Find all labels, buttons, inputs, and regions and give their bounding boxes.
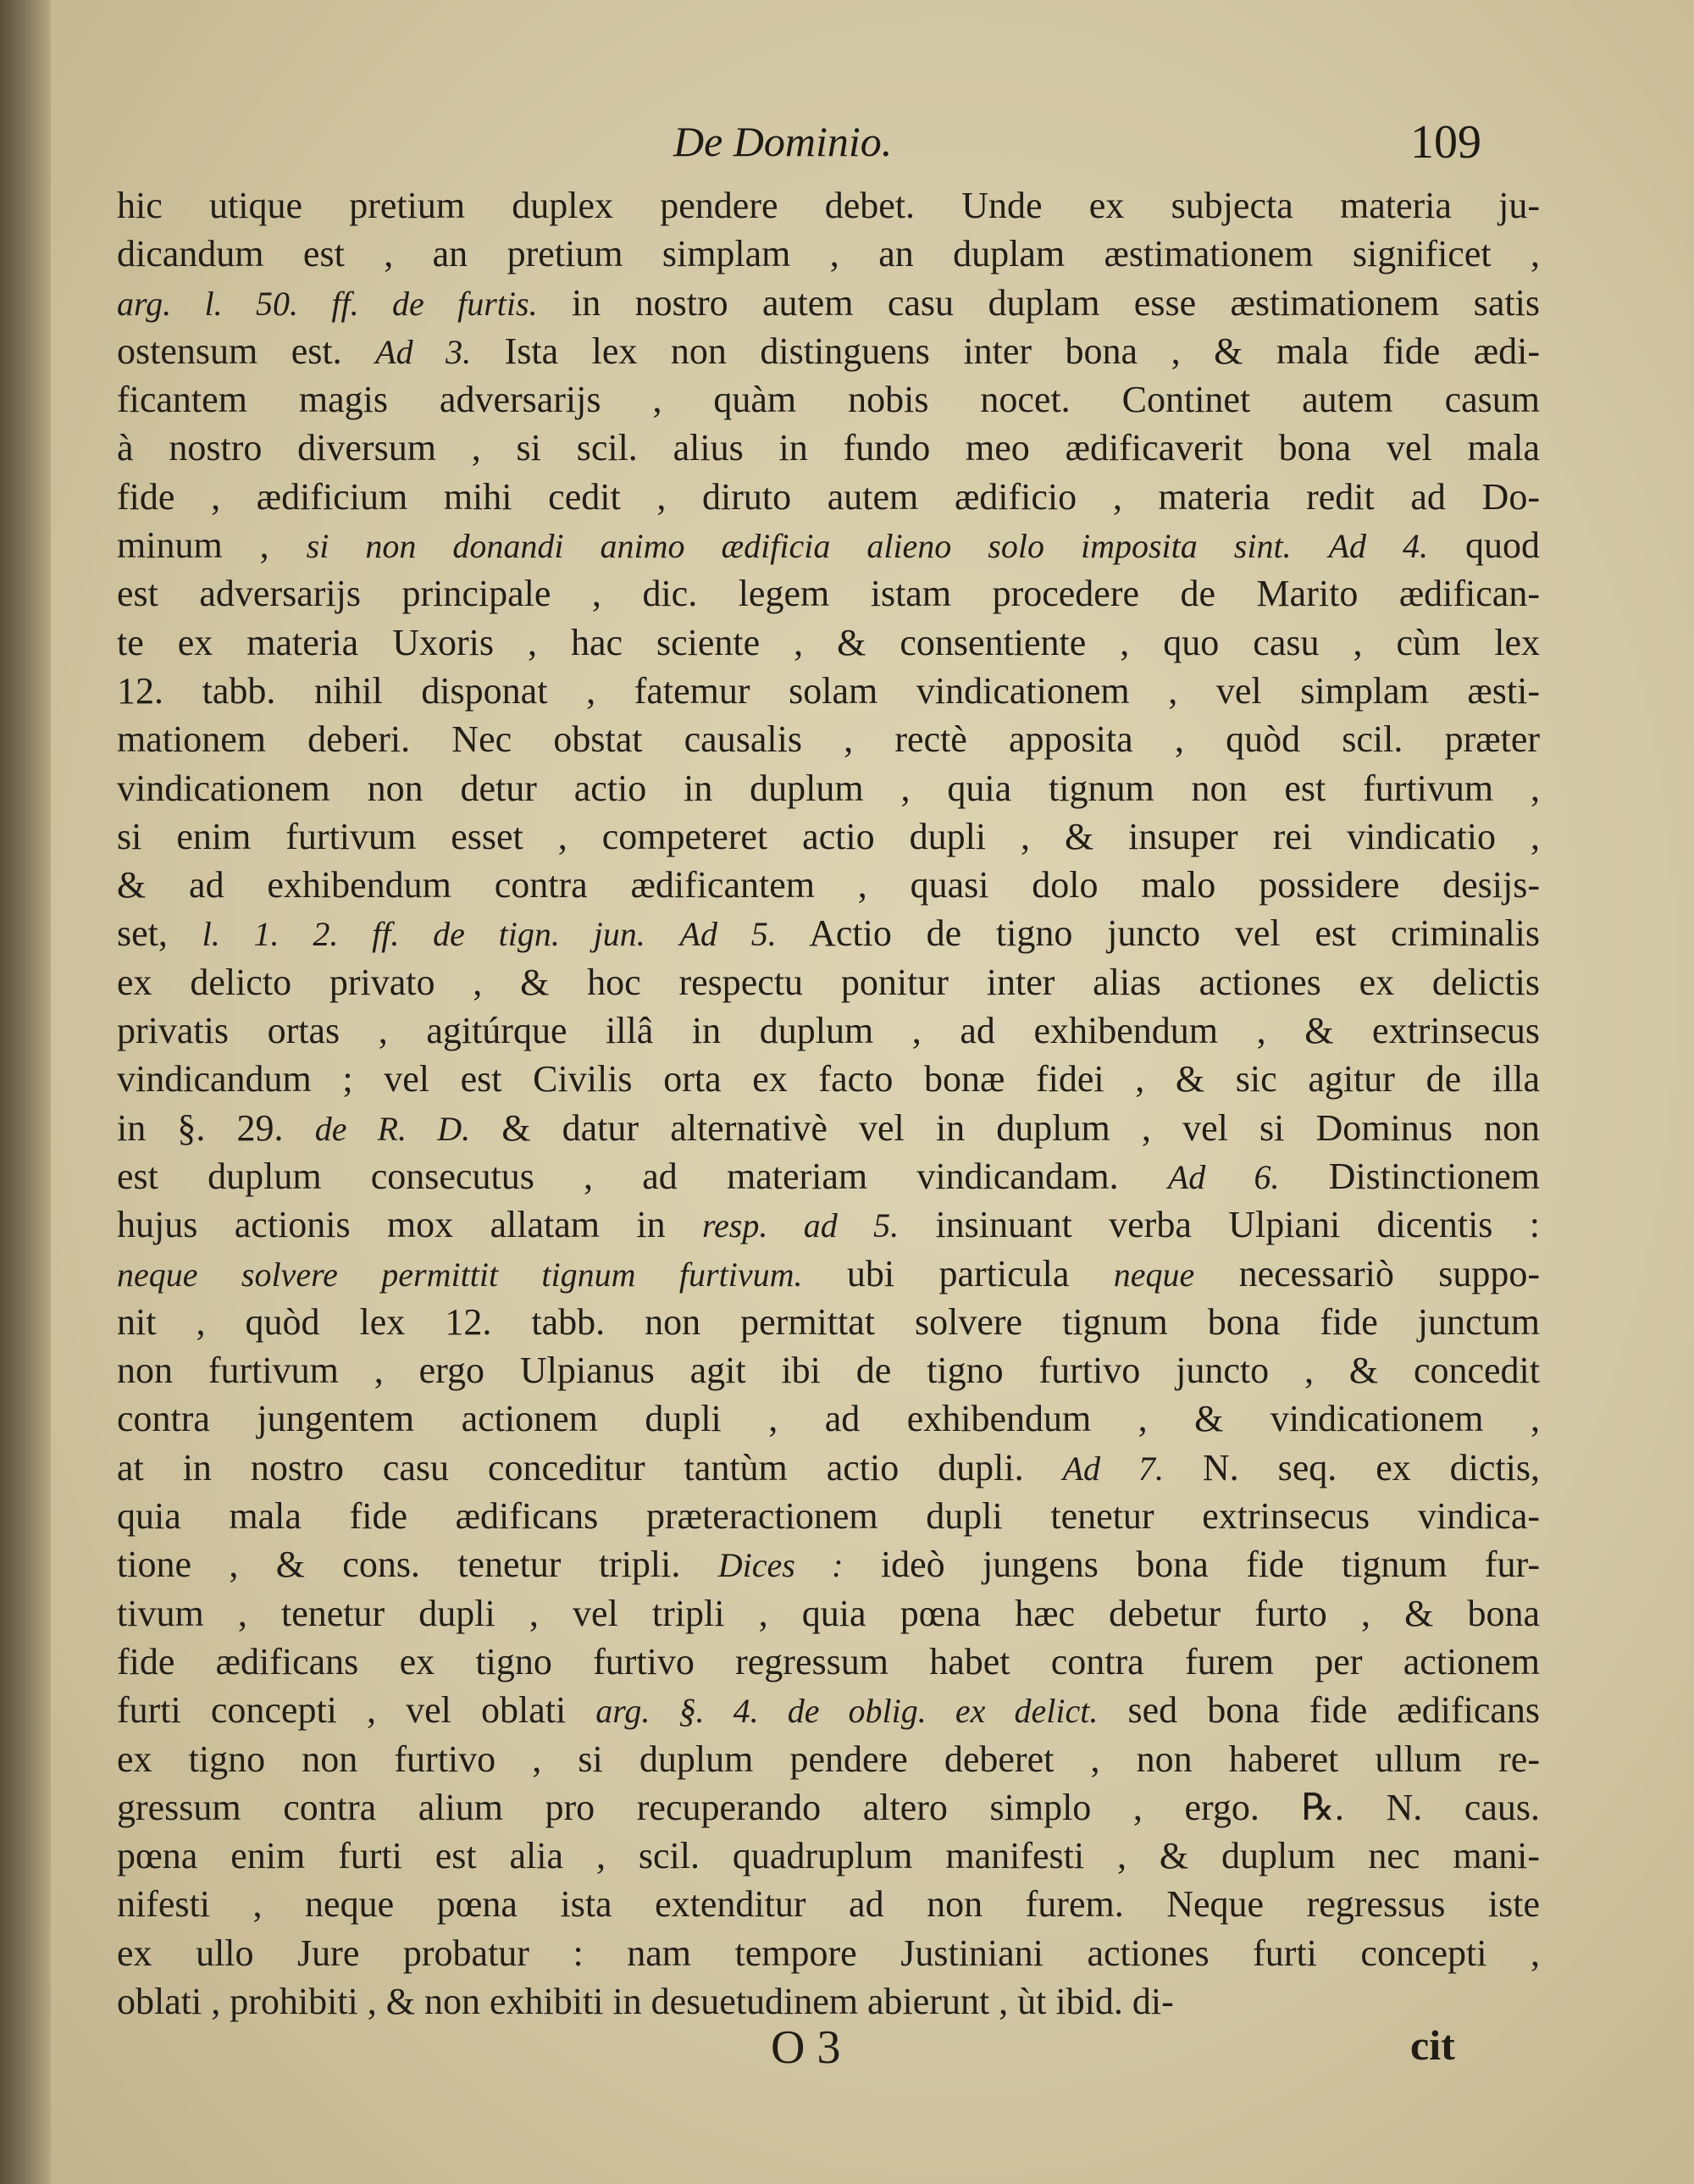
- text-segment: [1292, 524, 1329, 566]
- text-segment: sed bona fide ædificans: [1098, 1689, 1540, 1732]
- text-line: [117, 1492, 1540, 1540]
- text-segment: contra jungentem actionem dupli , ad exhibendum , & vindicationem ,: [117, 1398, 1540, 1440]
- text-line: [117, 1735, 1540, 1783]
- text-segment: ex tigno non furtivo , si duplum pendere deberet , non haberet ullum re-: [117, 1738, 1540, 1780]
- body-text: [117, 181, 1540, 2026]
- text-line: [117, 1832, 1540, 1880]
- italic-citation: resp. ad 5.: [701, 1206, 900, 1245]
- italic-citation: arg. §. 4. de oblig. ex delict.: [595, 1692, 1099, 1731]
- catchword: cit: [1410, 2021, 1455, 2069]
- text-segment: gressum contra alium pro recuperando altero simplo , ergo. ℞. N. caus.: [117, 1786, 1540, 1828]
- text-line: [117, 230, 1540, 278]
- text-segment: nifesti , neque pœna ista extenditur ad non furem. Neque regressus iste: [117, 1883, 1540, 1926]
- text-segment: quod: [1428, 524, 1540, 567]
- text-segment: nit , quòd lex 12. tabb. non permittat solvere tignum bona fide junctum: [117, 1300, 1540, 1343]
- text-segment: ideò jungens bona fide tignum fur-: [843, 1544, 1540, 1586]
- text-line: [117, 1880, 1540, 1928]
- italic-citation: si non donandi animo ædificia alieno solo imposita sint.: [306, 527, 1292, 566]
- text-segment: ficantem magis adversarijs , quàm nobis nocet. Continet autem casum: [117, 379, 1540, 421]
- text-segment: in §. 29.: [117, 1106, 315, 1149]
- text-segment: fide ædificans ex tigno furtivo regressum habet contra furem per actionem: [117, 1640, 1540, 1682]
- text-line: [117, 812, 1540, 861]
- text-segment: oblati , prohibiti , & non exhibiti in desuetudinem abierunt , ùt ibid. di-: [117, 1980, 1174, 2022]
- text-line: [117, 667, 1540, 715]
- text-line: [117, 715, 1540, 763]
- italic-citation: de R. D.: [314, 1109, 471, 1148]
- text-segment: hujus actionis mox allatam in: [117, 1204, 702, 1246]
- text-line: [117, 521, 1540, 569]
- book-gutter: [0, 0, 51, 2184]
- text-segment: ostensum est.: [117, 330, 376, 372]
- text-segment: ubi particula: [802, 1252, 1114, 1294]
- text-line: [117, 279, 1540, 327]
- text-segment: mationem deberi. Nec obstat causalis , rectè apposita , quòd scil. præter: [117, 718, 1540, 761]
- text-line: [117, 1298, 1540, 1346]
- text-segment: N. seq. ex dictis,: [1163, 1446, 1540, 1488]
- text-segment: vindicandum ; vel est Civilis orta ex facto bonæ fidei , & sic agitur de illa: [117, 1058, 1540, 1100]
- text-line: [117, 1686, 1540, 1734]
- text-line: [117, 1444, 1540, 1492]
- page-number: 109: [1410, 116, 1481, 169]
- text-segment: est duplum consecutus , ad materiam vindicandam.: [117, 1155, 1168, 1197]
- text-line: [117, 1250, 1540, 1298]
- text-segment: & ad exhibendum contra ædificantem , quasi dolo malo possidere desijs-: [117, 864, 1540, 906]
- text-segment: ex ullo Jure probatur : nam tempore Justiniani actiones furti concepti ,: [117, 1932, 1540, 1974]
- text-segment: dicandum est , an pretium simplam , an duplam æstimationem significet ,: [117, 233, 1540, 275]
- text-segment: Actio de tigno juncto vel est criminalis: [776, 912, 1540, 955]
- text-segment: insinuant verba Ulpiani dicentis :: [899, 1204, 1540, 1246]
- text-segment: tivum , tenetur dupli , vel tripli , quia pœna hæc debetur furto , & bona: [117, 1592, 1540, 1634]
- text-segment: hic utique pretium duplex pendere debet. Unde ex subjecta materia ju-: [117, 185, 1540, 226]
- text-segment: Ista lex non distinguens inter bona , & mala fide ædi-: [471, 330, 1540, 372]
- text-line: [117, 1200, 1540, 1249]
- text-segment: quia mala fide ædificans præteractionem dupli tenetur extrinsecus vindica-: [117, 1495, 1540, 1538]
- text-line: [117, 958, 1540, 1006]
- italic-citation: Ad 6.: [1167, 1157, 1280, 1196]
- italic-citation: Ad 7.: [1062, 1449, 1164, 1488]
- text-segment: & datur alternativè vel in duplum , vel si Dominus non: [470, 1106, 1540, 1149]
- book-page: [51, 0, 1694, 2184]
- text-line: [117, 1346, 1540, 1394]
- text-segment: ex delicto privato , & hoc respectu ponitur inter alias actiones ex delictis: [117, 961, 1540, 1003]
- text-segment: est adversarijs principale , dic. legem istam procedere de Marito ædifican-: [117, 573, 1540, 615]
- text-line: [117, 764, 1540, 812]
- text-segment: à nostro diversum , si scil. alius in fundo meo ædificaverit bona vel mala: [117, 427, 1540, 469]
- italic-citation: Ad 3.: [375, 332, 472, 371]
- text-line: [117, 861, 1540, 909]
- running-title: De Dominio.: [673, 118, 893, 165]
- text-line: [117, 1540, 1540, 1588]
- text-line: [117, 569, 1540, 618]
- text-segment: in nostro autem casu duplam esse æstimationem satis: [537, 281, 1540, 324]
- italic-citation: Ad 4.: [1328, 527, 1428, 566]
- text-segment: furti concepti , vel oblati: [117, 1689, 596, 1732]
- text-segment: vindicationem non detur actio in duplum , quia tignum non est furtivum ,: [117, 767, 1540, 809]
- text-line: [117, 1006, 1540, 1055]
- text-line: [117, 424, 1540, 472]
- text-line: [117, 1929, 1540, 1977]
- text-line: [117, 1055, 1540, 1103]
- text-segment: minum ,: [117, 524, 307, 567]
- text-segment: te ex materia Uxoris , hac sciente , & consentiente , quo casu , cùm lex: [117, 621, 1540, 663]
- italic-citation: Ad 5.: [679, 915, 777, 954]
- text-line: [117, 1638, 1540, 1686]
- text-segment: fide , ædificium mihi cedit , diruto autem ædificio , materia redit ad Do-: [117, 475, 1540, 518]
- text-line: [117, 1977, 1540, 2026]
- text-line: [117, 618, 1540, 667]
- italic-citation: l. 1. 2. ff. de tign. jun.: [202, 915, 645, 954]
- italic-citation: arg. l. 50. ff. de furtis.: [117, 284, 538, 323]
- text-line: [117, 1783, 1540, 1832]
- text-segment: privatis ortas , agitúrque illâ in duplum , ad exhibendum , & extrinsecus: [117, 1010, 1540, 1052]
- text-line: [117, 1394, 1540, 1443]
- text-segment: necessariò suppo-: [1194, 1252, 1540, 1294]
- text-line: [117, 327, 1540, 375]
- text-segment: tione , & cons. tenetur tripli.: [117, 1544, 718, 1586]
- text-segment: at in nostro casu conceditur tantùm actio dupli.: [117, 1446, 1063, 1488]
- signature-mark: O 3: [771, 2021, 841, 2074]
- text-line: [117, 473, 1540, 521]
- text-segment: pœna enim furti est alia , scil. quadruplum manifesti , & duplum nec mani-: [117, 1835, 1540, 1877]
- text-line: [117, 181, 1540, 230]
- text-segment: set,: [117, 912, 202, 955]
- text-line: [117, 1589, 1540, 1638]
- text-segment: si enim furtivum esset , competeret actio dupli , & insuper rei vindicatio ,: [117, 815, 1540, 857]
- italic-citation: Dices :: [717, 1546, 844, 1585]
- text-line: [117, 1104, 1540, 1152]
- text-segment: Distinctionem: [1279, 1155, 1540, 1197]
- text-line: [117, 375, 1540, 424]
- text-segment: [645, 912, 680, 954]
- italic-citation: neque: [1113, 1255, 1195, 1294]
- text-segment: 12. tabb. nihil disponat , fatemur solam vindicationem , vel simplam æsti-: [117, 669, 1540, 712]
- italic-citation: neque solvere permittit tignum furtivum.: [117, 1255, 803, 1294]
- text-line: [117, 1152, 1540, 1200]
- text-segment: non furtivum , ergo Ulpianus agit ibi de tigno furtivo juncto , & concedit: [117, 1350, 1540, 1392]
- text-line: [117, 909, 1540, 957]
